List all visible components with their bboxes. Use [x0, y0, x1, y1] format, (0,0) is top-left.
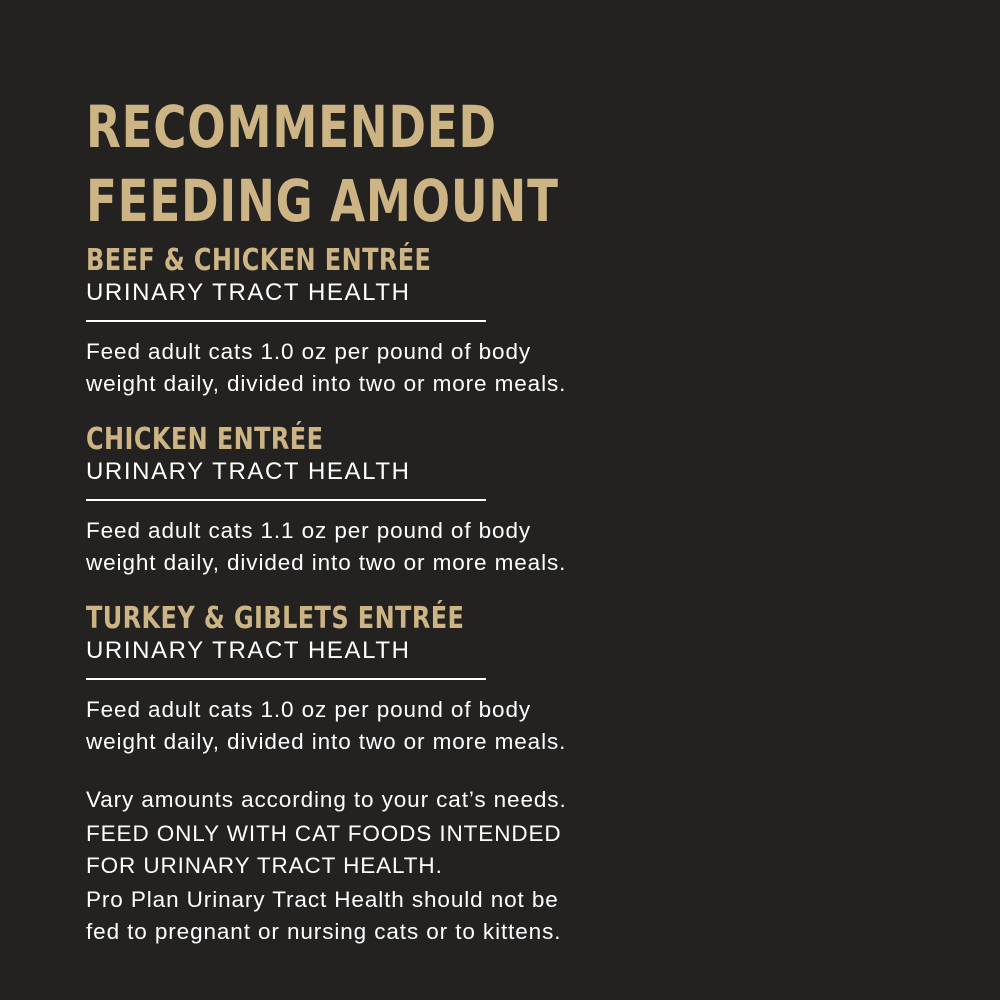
product-name: BEEF & CHICKEN ENTRÉE: [86, 243, 432, 278]
feeding-instructions: [86, 515, 706, 579]
feed-only-line-1: FEED ONLY WITH CAT FOODS INTENDED: [86, 821, 562, 846]
section-beef-chicken: [86, 244, 706, 400]
notes: [86, 784, 567, 948]
feeding-line-2: weight daily, divided into two or more meals.: [86, 729, 567, 754]
section-chicken: [86, 423, 706, 579]
feeding-line-1: Feed adult cats 1.0 oz per pound of body: [86, 339, 532, 364]
warning-note: [86, 884, 567, 948]
feeding-instructions: [86, 694, 706, 758]
feeding-line-1: Feed adult cats 1.0 oz per pound of body: [86, 697, 532, 722]
page-title-line-2: FEEDING AMOUNT: [86, 167, 559, 235]
divider: [86, 499, 486, 501]
product-subtitle: URINARY TRACT HEALTH: [86, 279, 411, 306]
feeding-line-2: weight daily, divided into two or more meals.: [86, 550, 567, 575]
divider: [86, 320, 486, 322]
product-name: CHICKEN ENTRÉE: [86, 422, 324, 457]
page-title-line-1: RECOMMENDED: [86, 93, 497, 161]
page-title: [86, 90, 559, 238]
feeding-instructions: [86, 336, 706, 400]
warning-line-2: fed to pregnant or nursing cats or to kittens.: [86, 919, 562, 944]
feed-only-note: [86, 818, 567, 882]
vary-amounts-text: Vary amounts according to your cat’s needs.: [86, 787, 567, 812]
feeding-line-2: weight daily, divided into two or more meals.: [86, 371, 567, 396]
vary-amounts-note: [86, 784, 567, 816]
product-subtitle: URINARY TRACT HEALTH: [86, 637, 411, 664]
section-turkey-giblets: [86, 602, 706, 758]
feed-only-line-2: FOR URINARY TRACT HEALTH.: [86, 853, 443, 878]
feeding-line-1: Feed adult cats 1.1 oz per pound of body: [86, 518, 532, 543]
divider: [86, 678, 486, 680]
warning-line-1: Pro Plan Urinary Tract Health should not be: [86, 887, 559, 912]
product-subtitle: URINARY TRACT HEALTH: [86, 458, 411, 485]
product-name: TURKEY & GIBLETS ENTRÉE: [86, 601, 465, 636]
